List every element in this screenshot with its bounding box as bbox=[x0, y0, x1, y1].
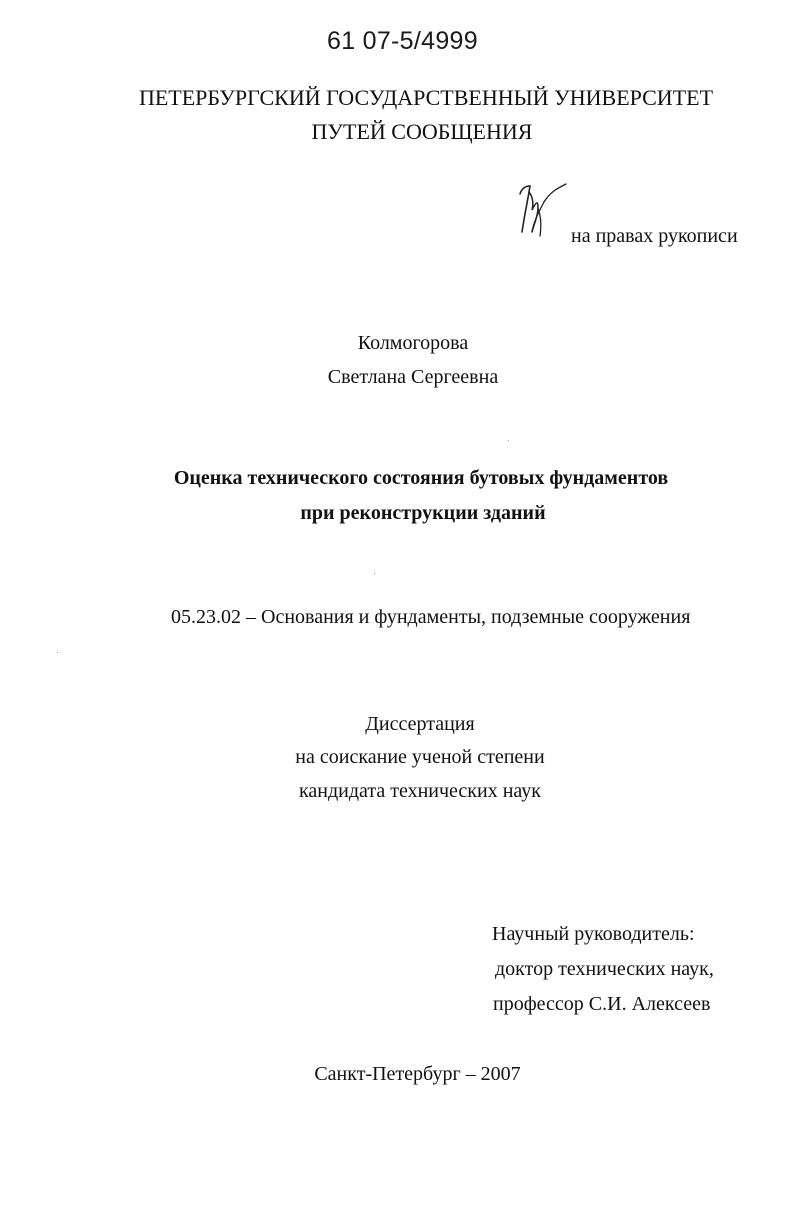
dissertation-title-line2: при реконструкции зданий bbox=[300, 502, 546, 524]
advisor-name: профессор С.И. Алексеев bbox=[493, 993, 711, 1015]
degree-line1: Диссертация bbox=[365, 713, 475, 735]
manuscript-rights-note: на правах рукописи bbox=[571, 225, 738, 247]
degree-line2: на соискание ученой степени bbox=[295, 746, 545, 768]
advisor-degree: доктор технических наук, bbox=[495, 958, 714, 980]
university-name-line2: ПУТЕЙ СООБЩЕНИЯ bbox=[311, 119, 533, 144]
university-name-line1: ПЕТЕРБУРГСКИЙ ГОСУДАРСТВЕННЫЙ УНИВЕРСИТЕТ bbox=[138, 85, 714, 110]
advisor-label: Научный руководитель: bbox=[492, 923, 695, 945]
city-year: Санкт-Петербург – 2007 bbox=[314, 1063, 521, 1085]
author-surname: Колмогорова bbox=[357, 332, 469, 354]
scan-speck bbox=[57, 652, 58, 653]
author-given-names: Светлана Сергеевна bbox=[327, 366, 499, 388]
signature-icon bbox=[510, 180, 580, 242]
scan-speck bbox=[374, 573, 375, 574]
archive-stamp: 61 07-5/4999 bbox=[327, 27, 478, 55]
scan-speck bbox=[508, 440, 509, 441]
specialty-code: 05.23.02 – Основания и фундаменты, подземные сооружения bbox=[171, 606, 691, 628]
dissertation-title-line1: Оценка технического состояния бутовых фундаментов bbox=[173, 467, 669, 489]
degree-line3: кандидата технических наук bbox=[298, 780, 542, 802]
